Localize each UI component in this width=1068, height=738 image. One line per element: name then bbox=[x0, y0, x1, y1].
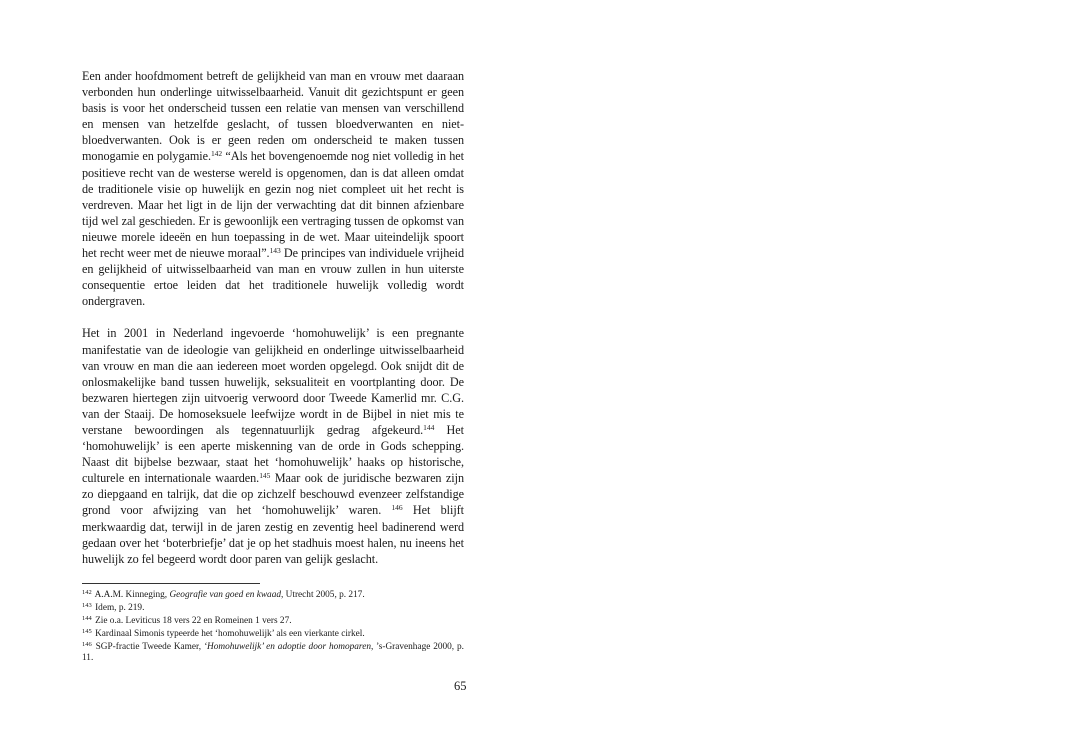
p2-sentence-3: Maar ook de juridische bezwaren zijn zo diepgaand en talrijk, dat die op zichzelf beschouwd evenzeer zelfstandige grond voor afwijzing van het ‘homohuwelijk’ waren. bbox=[82, 471, 464, 518]
p2-sentence-1: Het in 2001 in Nederland ingevoerde ‘homohuwelijk’ is een pregnante manifestatie van de ideologie van gelijkheid en onderlinge uitwisselbaarheid van vrouw en man die aan iedereen moet worden opgelegd. Ook snijdt dit de onlosmakelijke band tussen huwelijk, seksualiteit en voortplanting door. De bezwaren hiertegen zijn uitvoerig verwoord door Tweede Kamerlid mr. C.G. van der Staaij. De homoseksuele leefwijze wordt in de Bijbel in niet mis te verstane bewoordingen als tegennatuurlijk gedrag afgekeurd. bbox=[82, 326, 464, 437]
p1-sentence-1: Een ander hoofdmoment betreft de gelijkheid van man en vrouw met daaraan verbonden hun onderlinge uitwisselbaarheid. Vanuit dit gezichtspunt er geen basis is voor het onderscheid tussen een relatie van mensen van verschillend en mensen van hetzelfde geslacht, of tussen bloedverwanten en niet-bloedverwanten. Ook is er geen reden om onderscheid te maken tussen monogamie en polygamie. bbox=[82, 69, 464, 164]
footnote-number: 142 bbox=[82, 588, 92, 596]
footnote-ref-146[interactable]: 146 bbox=[391, 503, 403, 513]
footnote-text: , Utrecht 2005, p. 217. bbox=[281, 589, 365, 600]
paragraph-1-text bbox=[82, 68, 464, 309]
footnote-ref-142[interactable]: 142 bbox=[210, 149, 223, 159]
footnotes bbox=[82, 590, 464, 665]
footnote-number: 145 bbox=[82, 627, 92, 635]
footnote-number: 146 bbox=[82, 640, 92, 648]
footnote-book-title: Geografie van goed en kwaad bbox=[169, 589, 281, 600]
footnote-divider bbox=[82, 583, 260, 584]
footnote-146 bbox=[82, 642, 464, 665]
footnote-text: Idem, p. 219. bbox=[95, 602, 145, 613]
footnote-book-title: ‘Homohuwelijk’ en adoptie door homoparen bbox=[203, 641, 371, 652]
footnote-ref-144[interactable]: 144 bbox=[423, 422, 435, 432]
p2-sentence-4: Het blijft merkwaardig dat, terwijl in de jaren zestig en zeventig heel badinerend werd gedaan over het ‘boterbriefje’ dat je op het stadhuis moest halen, nu ineens het huwelijk zo fel begeerd wordt door paren van gelijk geslacht. bbox=[82, 503, 464, 566]
footnote-number: 144 bbox=[82, 614, 92, 622]
footnote-144 bbox=[82, 616, 464, 627]
footnote-143 bbox=[82, 603, 464, 614]
footnote-142 bbox=[82, 590, 464, 601]
p1-sentence-3: De principes van individuele vrijheid en gelijkheid of uitwisselbaarheid van man en vrouw zullen in hun uiterste consequentie ertoe leiden dat het traditionele huwelijk volledig wordt ondergraven. bbox=[82, 246, 465, 309]
footnote-text: SGP-fractie Tweede Kamer, bbox=[95, 641, 204, 652]
footnote-ref-145[interactable]: 145 bbox=[259, 471, 271, 481]
footnote-text: Zie o.a. Leviticus 18 vers 22 en Romeinen 1 vers 27. bbox=[95, 615, 292, 626]
paragraph-2-text bbox=[82, 325, 464, 566]
footnote-text: Kardinaal Simonis typeerde het ‘homohuwelijk’ als een vierkante cirkel. bbox=[95, 628, 365, 639]
footnote-text: A.A.M. Kinneging, bbox=[94, 589, 170, 600]
paragraph-1 bbox=[82, 68, 464, 309]
footnote-ref-143[interactable]: 143 bbox=[269, 246, 281, 256]
p2-sentence-2: Het ‘homohuwelijk’ is een aperte miskenning van de orde in Gods schepping. Naast dit bijbelse bezwaar, staat het ‘homohuwelijk’ haaks op historische, culturele en internationale waarden. bbox=[82, 422, 464, 486]
page-number: 65 bbox=[454, 679, 467, 693]
p1-sentence-2: “Als het bovengenoemde nog niet volledig in het positieve recht van de westerse wereld is opgenomen, dan is dat alleen omdat de traditionele visie op huwelijk en gezin nog niet compleet uit het recht is verdreven. Maar het ligt in de lijn der verwachting dat dit binnen afzienbare tijd wel zal geschieden. Er is gewoonlijk een vertraging tussen de opkomst van nieuwe morele ideeën en hun toepassing in de wet. Maar uiteindelijk spoort het recht weer met de nieuwe moraal”. bbox=[82, 149, 464, 261]
footnote-text: , ’s-Gravenhage 2000, p. 11. bbox=[82, 641, 464, 664]
paragraph-2 bbox=[82, 325, 464, 566]
page-body bbox=[82, 68, 464, 666]
footnote-number: 143 bbox=[82, 601, 92, 609]
footnote-145 bbox=[82, 629, 464, 640]
